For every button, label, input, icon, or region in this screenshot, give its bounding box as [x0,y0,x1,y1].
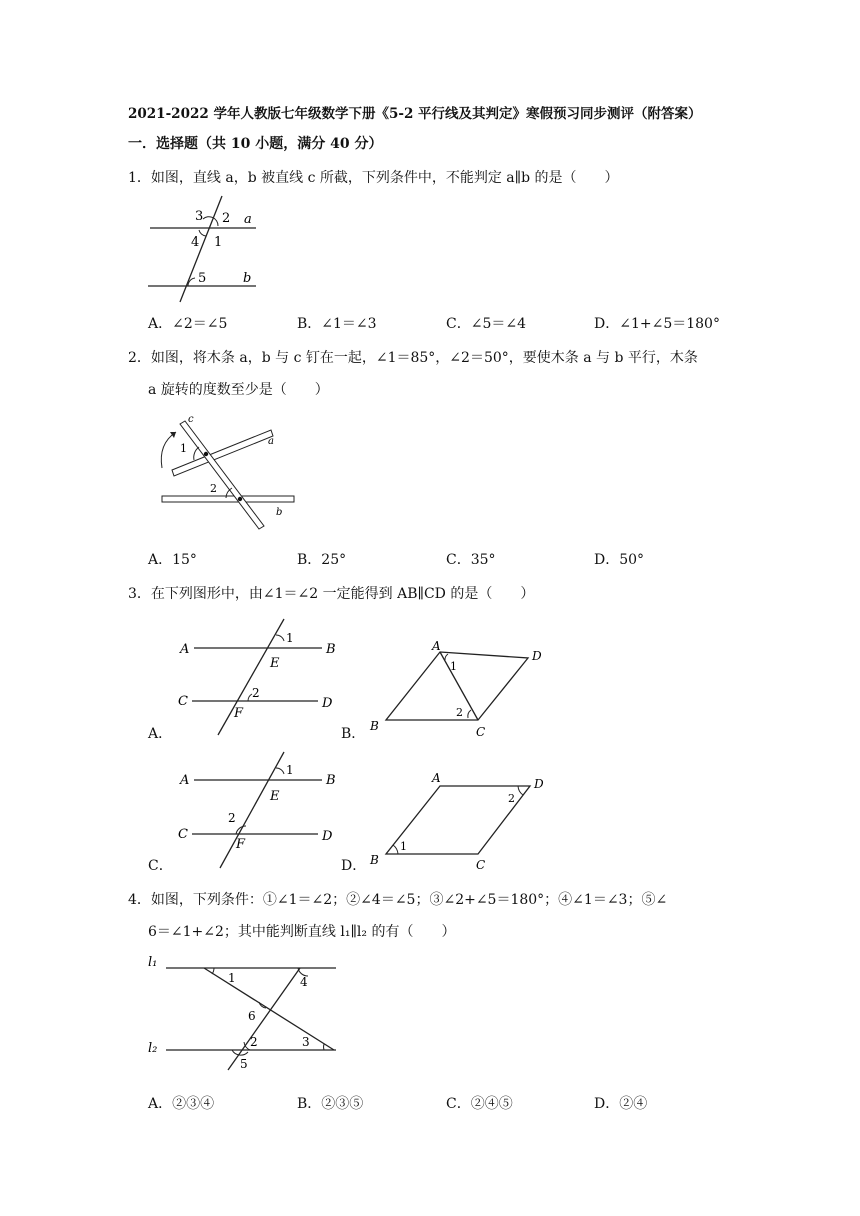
q1-option-b[interactable]: B．∠1＝∠3 [297,316,377,332]
q1-option-d[interactable]: D．∠1+∠5＝180° [594,316,720,332]
fig3c-label-F: F [236,837,246,852]
fig4-label-5: 5 [240,1057,248,1071]
fig3b-label-C: C [476,725,486,739]
fig3c-label-1: 1 [286,763,294,777]
question-3-figure-b [368,640,558,740]
question-2-stem-line2: a 旋转的度数至少是（ ） [148,382,329,398]
fig4-label-1: 1 [228,971,236,985]
fig4-label-6: 6 [248,1009,256,1023]
fig3a-label-E: E [270,656,280,671]
fig2-label-c: c [188,414,194,425]
fig3a-label-2: 2 [252,686,260,700]
q3-option-d[interactable]: D． [341,858,367,874]
fig2-label-a: a [268,436,274,447]
question-2-figure [150,408,300,533]
fig4-label-l1: l₁ [148,955,158,970]
fig4-label-2: 2 [250,1035,258,1049]
fig4-label-l2: l₂ [148,1041,158,1056]
question-1-stem: 1．如图，直线 a，b 被直线 c 所截，下列条件中，不能判定 a∥b 的是（ ） [128,170,619,186]
fig2-label-2: 2 [210,482,217,495]
fig3b-label-2: 2 [456,706,463,719]
fig3d-label-2: 2 [508,792,515,805]
fig3c-label-C: C [178,827,188,842]
question-4-stem-line2: 6＝∠1+∠2；其中能判断直线 l₁∥l₂ 的有（ ） [148,924,456,940]
q2-option-a[interactable]: A．15° [148,552,197,568]
q3-option-c[interactable]: C． [148,858,173,874]
question-4-stem-line1: 4．如图，下列条件：①∠1＝∠2；②∠4＝∠5；③∠2+∠5＝180°；④∠1＝∠3；⑤∠ [128,892,668,908]
fig3b-label-D: D [532,649,542,663]
fig3a-label-D: D [322,696,333,711]
q1-option-a[interactable]: A．∠2＝∠5 [148,316,228,332]
q3-option-a[interactable]: A． [148,726,173,742]
fig4-label-3: 3 [302,1035,310,1049]
q3-option-b[interactable]: B． [341,726,366,742]
question-2-stem-line1: 2．如图，将木条 a，b 与 c 钉在一起，∠1＝85°，∠2＝50°，要使木条 a 与 b 平行，木条 [128,350,698,366]
fig1-label-1: 1 [214,235,223,250]
fig3d-label-D: D [534,777,544,791]
fig2-label-1: 1 [180,442,187,455]
q1-option-c[interactable]: C．∠5＝∠4 [446,316,526,332]
q2-option-c[interactable]: C．35° [446,552,496,568]
fig3c-label-E: E [270,789,280,804]
fig3a-label-F: F [234,706,244,721]
question-3-figure-c [176,748,346,873]
fig3d-label-C: C [476,858,486,872]
fig3a-label-B: B [326,642,336,657]
question-1-figure [140,190,270,305]
fig4-label-4: 4 [300,975,308,989]
fig3c-label-D: D [322,829,333,844]
q2-option-d[interactable]: D．50° [594,552,645,568]
fig2-label-b: b [276,507,283,518]
fig1-label-2: 2 [222,211,231,226]
question-3-stem: 3．在下列图形中，由∠1＝∠2 一定能得到 AB∥CD 的是（ ） [128,586,535,602]
page-title: 2021-2022 学年人教版七年级数学下册《5-2 平行线及其判定》寒假预习同步测评（附答案） [128,106,702,122]
q4-option-c[interactable]: C．②④⑤ [446,1096,513,1112]
fig1-label-b: b [243,271,252,286]
fig3a-label-C: C [178,694,188,709]
fig3d-label-B: B [370,853,379,867]
fig1-label-a: a [244,212,252,227]
fig3c-label-2: 2 [228,811,236,825]
fig3a-label-1: 1 [286,631,294,645]
fig3b-label-B: B [370,719,379,733]
section-heading: 一．选择题（共 10 小题，满分 40 分） [128,136,383,152]
q4-option-d[interactable]: D．②④ [594,1096,648,1112]
fig1-label-5: 5 [198,271,207,286]
fig3d-label-1: 1 [400,840,407,853]
fig1-label-3: 3 [195,209,204,224]
fig3c-label-B: B [326,773,336,788]
fig3d-label-A: A [432,771,441,785]
q4-option-a[interactable]: A．②③④ [148,1096,215,1112]
question-3-figure-a [176,615,346,740]
q4-option-b[interactable]: B．②③⑤ [297,1096,364,1112]
fig3a-label-A: A [180,642,190,657]
fig3b-label-A: A [432,639,441,653]
question-3-figure-d [368,770,558,870]
fig1-label-4: 4 [191,235,200,250]
fig3b-label-1: 1 [450,660,457,673]
q2-option-b[interactable]: B．25° [297,552,347,568]
question-4-figure [140,948,350,1078]
fig3c-label-A: A [180,773,190,788]
